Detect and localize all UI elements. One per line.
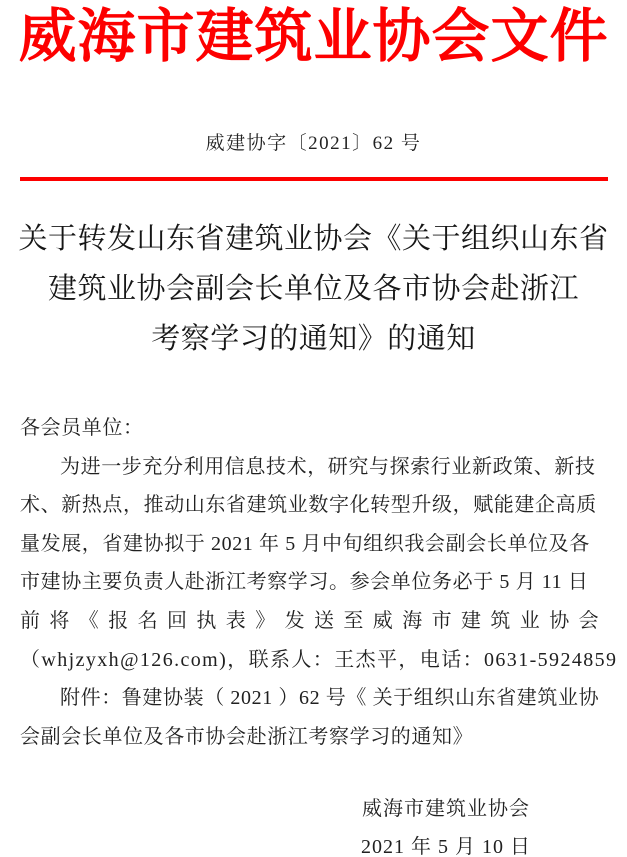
contact-info-line: （whjzyxh@126.com)，联系人：王杰平，电话：0631-5924859 <box>20 648 618 671</box>
signature-block <box>353 790 539 857</box>
salutation-line: 各会员单位： <box>20 417 144 439</box>
body-line: 市建协主要负责人赴浙江考察学习。参会单位务必于 5 月 11 日 <box>20 571 589 594</box>
subject-title <box>0 214 627 364</box>
signature-org: 威海市建筑业协会 <box>362 798 530 820</box>
subject-title-line: 建筑业协会副会长单位及各市协会赴浙江 <box>47 273 579 305</box>
body-line: 为进一步充分利用信息技术，研究与探索行业新政策、新技 <box>60 455 596 478</box>
body-line: 前将《报名回执表》发送至威海市建筑业协会 <box>20 609 608 632</box>
red-divider-line <box>20 177 608 181</box>
attachment-line: 会副会长单位及各市协会赴浙江考察学习的通知》 <box>20 725 474 748</box>
document-body <box>20 409 618 756</box>
body-line: 量发展，省建协拟于 2021 年 5 月中旬组织我会副会长单位及各 <box>20 532 590 555</box>
body-line: 术、新热点，推动山东省建筑业数字化转型升级，赋能建企高质 <box>20 494 597 517</box>
subject-title-line: 考察学习的通知》的通知 <box>151 323 476 355</box>
subject-title-line: 关于转发山东省建筑业协会《关于组织山东省 <box>18 223 609 255</box>
attachment-line: 附件：鲁建协装（ 2021 ）62 号《 关于组织山东省建筑业协 <box>60 687 600 710</box>
document-reference-number: 威建协字〔2021〕62 号 <box>205 133 422 154</box>
document-header-title: 威海市建筑业协会文件 <box>18 4 609 69</box>
signature-date: 2021 年 5 月 10 日 <box>361 836 531 857</box>
